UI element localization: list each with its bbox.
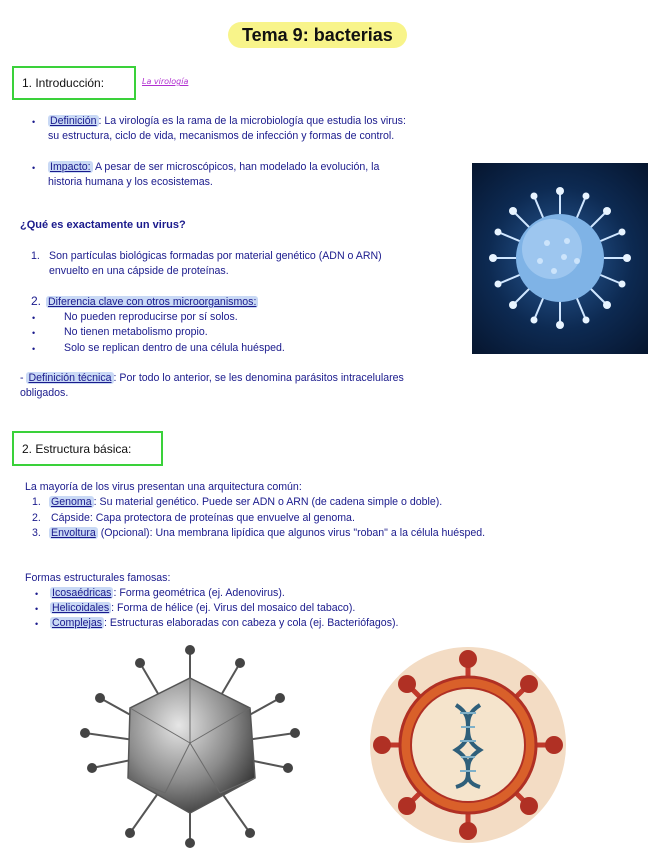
structure-item (49, 495, 609, 510)
definition-paragraph (48, 114, 478, 144)
list-item: No pueden reproducirse por sí solos. (64, 311, 238, 323)
structure-term: Cápside (51, 512, 90, 524)
item1-line2: envuelto en una cápside de proteínas. (49, 265, 229, 277)
bullet-dot: • (35, 589, 39, 599)
impact-paragraph (48, 160, 468, 190)
impact-text-2: historia humana y los ecosistemas. (48, 176, 213, 188)
section-structure-heading (12, 431, 163, 466)
structure-text: (Opcional): Una membrana lipídica que algunos virus "roban" a la célula huésped. (97, 527, 486, 539)
question-heading: ¿Qué es exactamente un virus? (20, 219, 186, 231)
form-term: Icosaédricas (52, 587, 112, 599)
page-title: Tema 9: bacterias (228, 22, 407, 48)
virus-image-blue (472, 163, 648, 354)
list-item: Solo se replican dentro de una célula huésped. (64, 342, 285, 354)
tech-text: : Por todo lo anterior, se les denomina parásitos intracelulares (113, 372, 404, 384)
virus-dna-illustration (368, 645, 568, 845)
tech-prefix: - (20, 372, 27, 384)
item1-line1: Son partículas biológicas formadas por material genético (ADN o ARN) (49, 250, 382, 262)
definition-term: Definición (50, 115, 97, 127)
structure-item-number: 1. (32, 496, 41, 508)
section-intro-heading-text: 1. Introducción: (22, 76, 105, 90)
virus-illustration (472, 163, 648, 354)
structure-intro: La mayoría de los virus presentan una arquitectura común: (25, 481, 302, 493)
structure-item-number: 3. (32, 527, 41, 539)
bullet-dot: • (32, 328, 36, 338)
virus-dna-svg (368, 645, 568, 845)
bullet-dot: • (32, 117, 36, 127)
form-term: Complejas (52, 617, 103, 629)
tech-text-2: obligados. (20, 387, 69, 399)
form-item (50, 586, 285, 601)
structure-text: : Capa protectora de proteínas que envuelve al genoma. (89, 512, 355, 524)
form-item (50, 616, 398, 631)
form-text: : Forma de hélice (ej. Virus del mosaico del tabaco). (111, 602, 356, 614)
structure-item (51, 511, 611, 526)
structure-term: Envoltura (51, 527, 96, 539)
technical-definition (20, 371, 490, 401)
definition-text-2: su estructura, ciclo de vida, mecanismos de infección y formas de control. (48, 130, 395, 142)
structure-term: Genoma (51, 496, 92, 508)
item1-number: 1. (31, 250, 40, 262)
item2-title (46, 295, 258, 310)
form-text: : Estructuras elaboradas con cabeza y cola (ej. Bacteriófagos). (104, 617, 399, 629)
structure-text: : Su material genético. Puede ser ADN o ARN (de cadena simple o doble). (93, 496, 443, 508)
section-structure-heading-text: 2. Estructura básica: (22, 441, 132, 456)
section-intro-heading (12, 66, 136, 100)
form-term: Helicoidales (52, 602, 110, 614)
bullet-dot: • (35, 619, 39, 629)
item2-number: 2. (31, 294, 42, 308)
form-text: : Forma geométrica (ej. Adenovirus). (113, 587, 285, 599)
impact-text: A pesar de ser microscópicos, han modelado la evolución, la (92, 161, 380, 173)
impact-term: Impacto: (50, 161, 91, 173)
list-item: No tienen metabolismo propio. (64, 326, 208, 338)
item2-title-text: Diferencia clave con otros microorganismos: (48, 296, 257, 308)
bullet-dot: • (32, 344, 36, 354)
tech-term: Definición técnica (28, 372, 112, 384)
handwritten-note: La virología (142, 77, 189, 86)
structure-item (49, 526, 629, 541)
icosahedral-virus-illustration (70, 638, 310, 848)
definition-text: : La virología es la rama de la microbiología que estudia los virus: (98, 115, 406, 127)
icosahedral-virus-image (70, 638, 310, 848)
bullet-dot: • (32, 313, 36, 323)
structure-item-number: 2. (32, 512, 41, 524)
form-item (50, 601, 355, 616)
bullet-dot: • (35, 604, 39, 614)
bullet-dot: • (32, 163, 36, 173)
item1-text (49, 249, 469, 279)
forms-title: Formas estructurales famosas: (25, 572, 171, 584)
